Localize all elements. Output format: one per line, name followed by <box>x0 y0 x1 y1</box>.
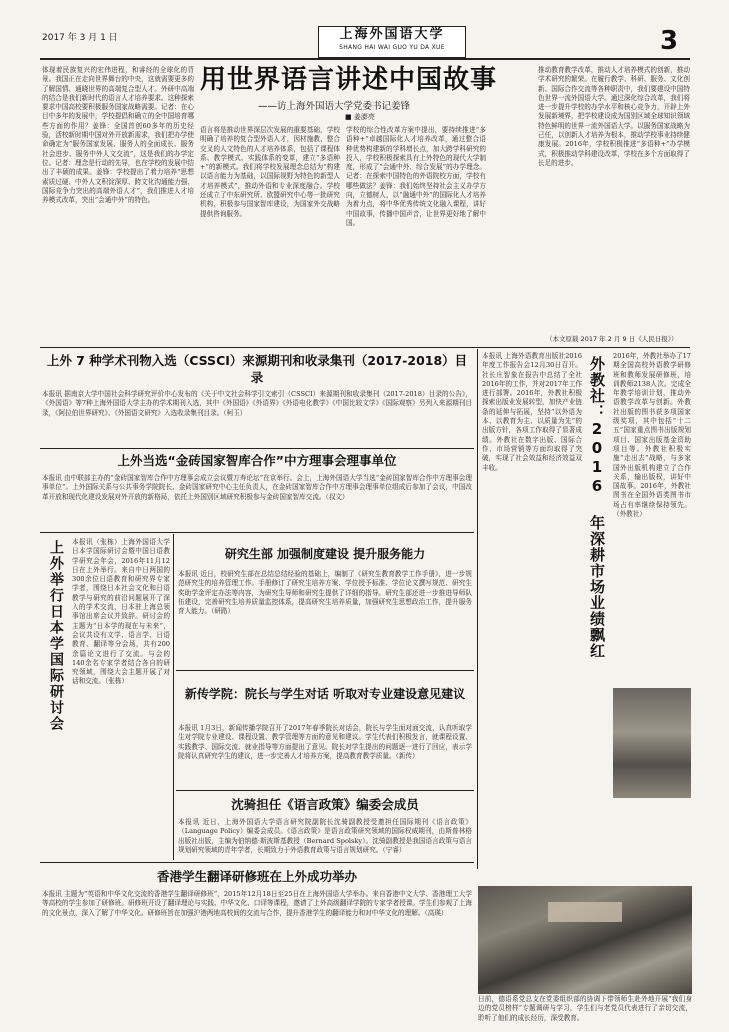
section-rule-6 <box>40 862 474 863</box>
press-photo <box>613 688 691 798</box>
cttc-body: 本报讯 由中联部主办的“金砖国家智库合作中方理事会成立会议暨万寿论坛”在京举行。会上，上海外国语大学当选“金砖国家智库合作中方理事会理事单位”。上外国际关系与公共事务学院院长、金砖国家研究中心主任负责人，在金砖国家智库合作中方理事会理事单位组成后参加了会议，中国改革开放和现代化建设发展对外开放的新格局，依托上外国别区域研究积极参与金砖国家智库交流。（叔文） <box>42 474 472 501</box>
japan-body: 本报讯（张栋）上海外国语大学日本学国际研讨会暨中国日语教学研究会年会，2016年11月12日在上外举行。来自中日两国的300余位日语教育和研究界专家学者，围绕日本社会文化和日语教学与研究的前沿问题展开了深入的学术交流，日本驻上海总领事馆出席会议并致辞。研讨会的主题为“日本学的现在与未来”，会议共设有文学、语言学、日语教育、翻译等分会场，共有200余篇论文进行了交流。与会的140余名专家学者结合各自的研究领域，围绕大会主题开展了对话和交流。（张栋） <box>72 538 170 686</box>
press-body-left: 本报讯 上海外语教育出版社2016年度工作报告会12月30日召开。社长庄智象在报告中总结了全社2016年的工作，并对2017年工作进行部署。2016年，外教社积极探索出版业发展转型，加快产业链条的延伸与拓展，坚持“以外语为本、以教育为主、以质量为先”的出版方针，各项工作取得了显著成绩。外教社在数字出版、国际合作、市场营销等方面均取得了突破，实现了社会效益和经济效益双丰收。 <box>482 352 582 472</box>
lead-column-1: 体现着民族复兴的宏伟进程，和睿经的全球化的背景。我国正在走向世界舞台的中央，这就需要更多的了解国情、通晓世界的高端复合型人才。外研中高端的结合是我们新时代的语言人才培养要求。这种探索要求中国高校要积极服务国家战略需要。记者：在心目中多年的发展中，学校提倡和确立的全中国培育哪些方面的作用？姜锋：全国首创60多年的历史经验，活校新时期中国对外开放新需求，我们把办学使命确定为“服务国家发展、服务人的全面成长、服务社会进步、服务中外人文交流”，这是我们的办学定位。记者：理念是行动的先导，也在学校的发展中结出了丰硕的成果。姜锋：学校提出了着力培养“思想素质过硬、中外人文积淀深厚、跨文化沟通能力强、国际竞争力突出的高端外语人才”，我们推进人才培养模式改革，突出“会通中外”的特色。 <box>42 66 194 205</box>
masthead-pinyin: SHANG HAI WAI GUO YU DA XUE <box>339 44 445 51</box>
cssci-body: 本报讯 据南京大学中国社会科学研究评价中心发布的《关于中文社会科学引文索引（CSSCI）来源期刊和收录集刊（2017-2018）目录的公告》，《外国语》等7种上海外国语大学主办的学术期刊入选，其中《外国语》《外语界》《外语电化教学》《中国比较文学》《国际观察》另列入来源期刊目录，《阿拉伯世界研究》、《外国语文研究》入选收录集刊目录。（柯玉） <box>42 390 472 417</box>
press-body-right: 2016年，外教社举办了17期全国高校外语教学研修班和教师发展研修班，培训教师2138人次。完成全年教学培训计划，推动外语教学改革与创新。外教社出版的图书获多项国家级奖项，其中包括“十二五”国家重点图书出版规划项目、国家出版基金资助项目等。外教社积极实施“走出去”战略，与多家国外出版机构建立了合作关系，输出版权，讲好中国故事。2016年，外教社图书在全国外语类图书市场占有率继续保持领先。（外教社） <box>613 352 691 519</box>
masthead <box>318 26 466 58</box>
column-divider <box>173 534 174 860</box>
right-column-divider <box>477 349 478 869</box>
cssci-title: 上外 7 种学术刊物入选（CSSCI）来源期刊和收录集刊（2017-2018）目录 <box>46 353 468 385</box>
section-rule-2 <box>40 448 474 449</box>
langpolicy-body: 本报讯 近日，上海外国语大学语言研究院副院长沈骑副教授受邀担任国际期刊《语言政策》（Language Policy）编委会成员。《语言政策》是语言政策研究领域的国际权威期刊，由斯普林格出版社出版，主编为伯纳德·斯波斯基教授（Bernard Spolsky）。沈骑副教授是我国语言政策与语言规划研究领域的青年学者，长期致力于外语教育政策与语言规划研究。（宁睿） <box>178 818 472 854</box>
section-rule-5 <box>176 790 474 791</box>
masthead-title: 上海外国语大学 <box>339 27 445 42</box>
grad-body: 本报讯 近日，校研究生部在总结总结经验的基础上，编制了《研究生教育教学工作手册》，进一步规范研究生的培养管理工作。手册修订了研究生培养方案、学位授予标准、学位论文撰写规范、研究生奖助学金评定办法等内容，为研究生导师和研究生提供了详细的指导。研究生部还进一步推进导师队伍建设，完善研究生培养质量监控体系，提高研究生培养质量，加强研究生思想政治工作，提升服务育人能力。（研路） <box>178 570 472 616</box>
japan-vertical-title: 上外举行日本学国际研讨会 <box>48 540 64 732</box>
hk-title: 香港学生翻译研修班在上外成功举办 <box>156 869 357 884</box>
section-rule-1 <box>40 347 690 348</box>
section-rule-4 <box>176 670 474 671</box>
press-vertical-title: 外教社：2016 年深耕市场业绩飘红 <box>588 356 606 659</box>
banner-sign <box>548 902 622 922</box>
page-number: 3 <box>660 26 679 56</box>
journalism-title: 新传学院：院长与学生对话 听取对专业建设意见建议 <box>184 687 466 701</box>
photo-caption: 日前，德语系党总支在党委组织部的协调下带领师生赴外地开展“我们身边的党员榜样”专题调研与学习，学生们与老党员代表进行了亲切交流，聆听了他们的成长经历，深受教育。 <box>478 995 692 1022</box>
lead-source-note: （本文原载 2017 年 2 月 9 日《人民日报》） <box>546 335 678 343</box>
header-rule <box>40 58 690 60</box>
lead-column-3: 学校的综合性改革方案中提出，要持续推进“多语种+”卓越国际化人才培养改革，通过整合语种优势构建新的学科增长点，加大跨学科研究的投入，学校积极探索具有上外特色的现代大学制度，形成了“会通中外、综合发展”的办学理念。记者：在探索中国特色的外语院校方面，学校有哪些做法？姜锋：我们始终坚持社会主义办学方向，立德树人，以“融通中外”的国际化人才培养为着力点，将中华优秀传统文化融入课程，讲好中国故事，传播中国声音，让世界更好地了解中国。 <box>346 126 486 227</box>
lead-column-2: 语言将是推动世界深层次发展的重要基础，学校明确了培养的复合型外语人才，因材施教、整合交叉的人文特色的人才培养体系，包括了课程体系、教学模式、实践体系的变革，建立“多语种+”的新模式。我们将学校发展理念总结为“构建以语言能力为基础，以国际视野为特色的新型人才培养模式”，推动外语和专业深度融合。学校还成立了中东研究所、欧盟研究中心等一批研究机构，积极参与国家智库建设，为国家外交战略提供咨询服务。 <box>200 126 340 218</box>
grad-title: 研究生部 加强制度建设 提升服务能力 <box>224 547 426 561</box>
journalism-body: 本报讯 1月3日，新闻传播学院召开了2017年春季院长对话会，院长与学生面对面交流，认真听取学生对学院专业建设、课程设置、教学管理等方面的意见和建议。学生代表们积极发言，就课程设置、实践教学、国际交流、就业指导等方面提出了意见。院长对学生提出的问题逐一进行了回应，表示学院将认真研究学生的建议，进一步完善人才培养方案，提高教育教学质量。（新传） <box>178 724 472 760</box>
issue-date: 2017 年 3 月 1 日 <box>42 33 118 43</box>
hk-body: 本报讯 主题为“英语和中华文化交流的香港学生翻译研修班”，2015年12月18日至25日在上海外国语大学举办。来自香港中文大学、香港理工大学等高校的学生参加了研修班。研修班开设了翻译理论与实践、中华文化、口译等课程，邀请了上外高级翻译学院的专家学者授课。学生们参观了上海的文化景点，深入了解了中华文化。研修班旨在加强沪港两地高校间的交流与合作，提升香港学生的翻译能力和对中华文化的理解。（高瑛） <box>42 890 472 917</box>
lead-byline: ■ 姜澎亮 <box>345 113 375 121</box>
langpolicy-title: 沈骑担任《语言政策》编委会成员 <box>231 797 419 812</box>
lead-column-4: 推动教育教学改革，推动人才培养模式的创新，推动学术研究的繁荣。在履行教学、科研、服务、文化创新、国际合作交流等各种职责中，我们要建设中国特色世界一流外国语大学。通过深化综合改革，我们将进一步提升学校的办学水平和核心竞争力，开辟上外发展新境界，把学校建设成为国别区域全球知识领域特色鲜明的世界一流外国语大学。以服务国家战略为己任，以创新人才培养为根本，推动学校事业持续健康发展。2016年，学校积极推进“多语种+”办学模式，积极推动学科建设改革，学校在多个方面取得了长足的进步。 <box>538 66 690 167</box>
cttc-title: 上外当选“金砖国家智库合作”中方理事会理事单位 <box>117 453 397 468</box>
lead-title: 用世界语言讲述中国故事 <box>200 65 498 95</box>
event-photo <box>478 886 692 994</box>
section-rule-3 <box>40 532 474 533</box>
lead-subtitle: ——访上海外国语大学党委书记姜锋 <box>258 101 411 112</box>
